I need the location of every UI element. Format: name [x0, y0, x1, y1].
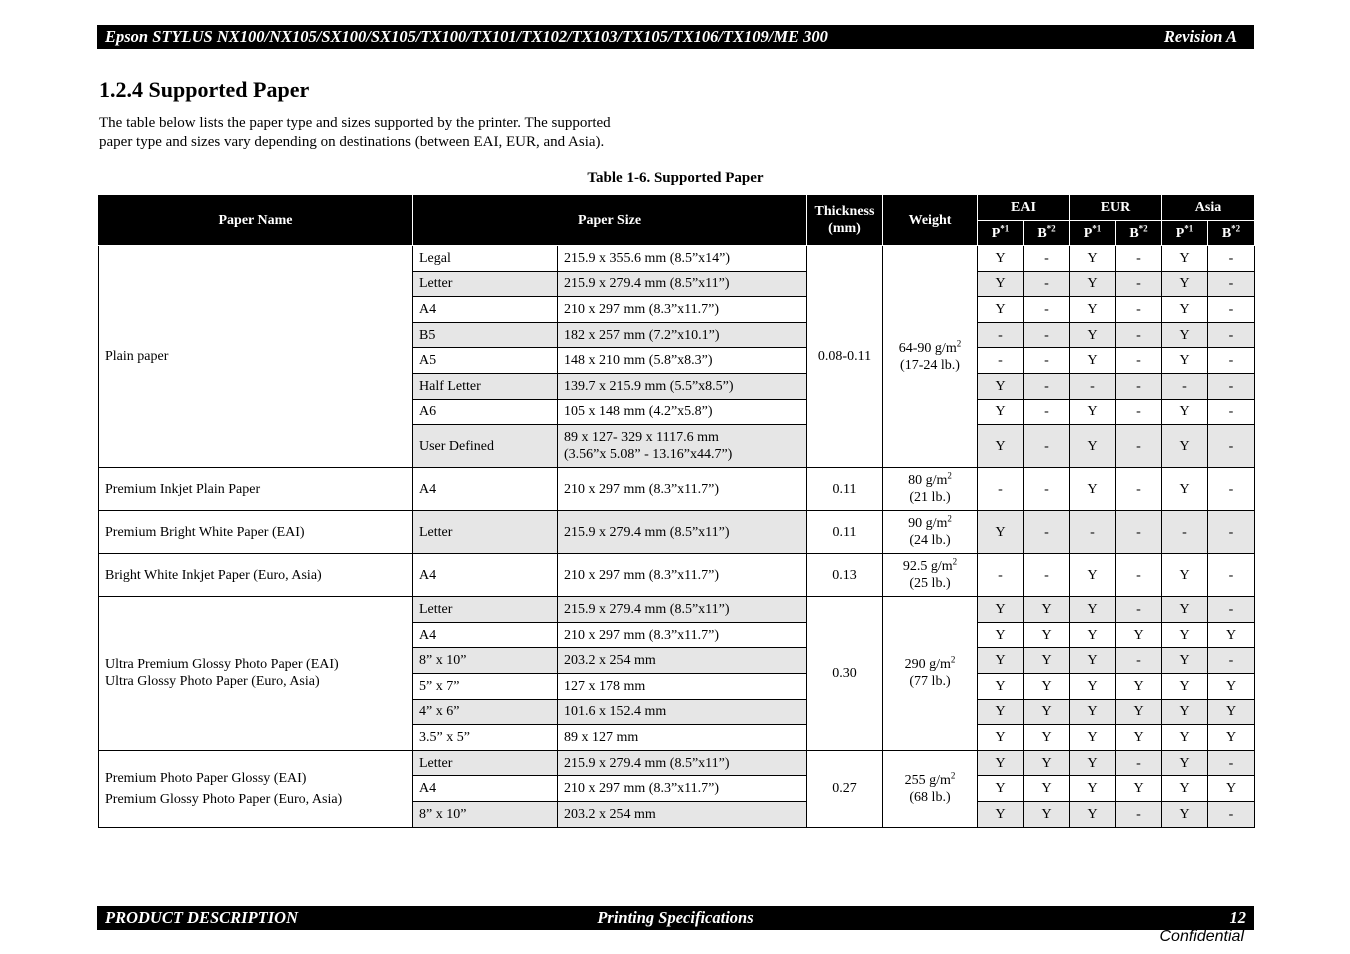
support-flag: - — [1070, 511, 1116, 554]
support-flag: Y — [1208, 725, 1255, 751]
support-flag: Y — [1070, 648, 1116, 674]
support-flag: - — [978, 468, 1024, 511]
col-header-weight: Weight — [883, 195, 978, 246]
dimension-text: 203.2 x 254 mm — [564, 653, 656, 669]
dimension-text: 215.9 x 279.4 mm (8.5”x11”) — [564, 601, 730, 617]
paper-name: Premium Glossy Photo Paper (Euro, Asia) — [105, 791, 343, 807]
support-flag: - — [1116, 399, 1162, 425]
paper-name-cell — [99, 750, 413, 827]
weight-metric: 90 g/m — [908, 516, 948, 532]
support-flag: Y — [1070, 699, 1116, 725]
support-flag: - — [978, 348, 1024, 374]
support-flag: Y — [1162, 348, 1208, 374]
dimension-text: 210 x 297 mm (8.3”x11.7”) — [564, 627, 720, 643]
table-row — [99, 750, 1255, 776]
support-flag: - — [1024, 348, 1070, 374]
paper-size-name: 5” x 7” — [413, 673, 558, 699]
support-flag: - — [1116, 322, 1162, 348]
dimension-text: 210 x 297 mm (8.3”x11.7”) — [564, 481, 720, 497]
weight-metric: 92.5 g/m — [902, 559, 953, 575]
col-header-eai: EAI — [978, 195, 1070, 221]
support-flag: - — [1024, 425, 1070, 468]
support-flag: - — [1024, 554, 1070, 597]
footnote-marker: *2 — [1231, 222, 1241, 233]
support-flag: - — [1208, 348, 1255, 374]
col-header-eur: EUR — [1070, 195, 1162, 221]
paper-size-name: Letter — [413, 750, 558, 776]
support-flag: - — [1208, 373, 1255, 399]
paper-size-name: B5 — [413, 322, 558, 348]
support-flag: Y — [978, 801, 1024, 827]
support-flag: - — [1116, 373, 1162, 399]
header-revision: Revision A — [1163, 27, 1237, 46]
weight-metric: 80 g/m — [908, 473, 948, 489]
section-title: 1.2.4 Supported Paper — [99, 77, 310, 102]
footer-subsection: Printing Specifications — [597, 908, 754, 927]
paper-dimensions — [558, 373, 807, 399]
paper-size-name: 8” x 10” — [413, 648, 558, 674]
paper-size-name: Letter — [413, 271, 558, 297]
paper-dimensions — [558, 271, 807, 297]
paper-dimensions — [558, 648, 807, 674]
paper-dimensions — [558, 425, 807, 468]
paper-size-name: A4 — [413, 776, 558, 802]
support-flag: Y — [1070, 348, 1116, 374]
support-flag: Y — [1070, 468, 1116, 511]
support-flag: Y — [1208, 699, 1255, 725]
support-flag: - — [978, 322, 1024, 348]
support-flag: Y — [1162, 554, 1208, 597]
paper-size-name: 8” x 10” — [413, 801, 558, 827]
support-flag: Y — [1070, 597, 1116, 623]
support-flag: - — [1024, 373, 1070, 399]
intro-line: paper type and sizes vary depending on destinations (between EAI, EUR, and Asia). — [99, 134, 605, 150]
support-flag: - — [1116, 348, 1162, 374]
dimension-text: 89 x 127- 329 x 1117.6 mm — [564, 430, 719, 446]
support-flag: Y — [1116, 776, 1162, 802]
paper-size-name: A6 — [413, 399, 558, 425]
support-flag: - — [1208, 297, 1255, 323]
support-flag: Y — [1162, 468, 1208, 511]
support-flag: Y — [1070, 776, 1116, 802]
support-flag: - — [1116, 597, 1162, 623]
paper-name-cell — [99, 246, 413, 468]
weight-exponent: 2 — [956, 337, 962, 348]
paper-name: Plain paper — [105, 349, 169, 365]
support-flag: Y — [1070, 322, 1116, 348]
sub-header-letter: P — [1175, 225, 1185, 241]
weight-cell — [883, 597, 978, 751]
footer-page-number: 12 — [1229, 908, 1246, 927]
paper-dimensions — [558, 801, 807, 827]
support-flag: Y — [978, 648, 1024, 674]
weight-imperial: (77 lb.) — [909, 674, 951, 690]
support-flag: Y — [1162, 399, 1208, 425]
weight-cell — [883, 468, 978, 511]
support-flag: Y — [978, 425, 1024, 468]
footnote-marker: *1 — [1000, 222, 1010, 233]
weight-exponent: 2 — [947, 513, 952, 524]
thickness-cell: 0.27 — [807, 750, 883, 827]
thickness-cell: 0.11 — [807, 468, 883, 511]
sub-header-letter: B — [1221, 225, 1232, 241]
support-flag: Y — [1024, 597, 1070, 623]
footer-section: PRODUCT DESCRIPTION — [105, 908, 298, 927]
intro-paragraph — [99, 114, 679, 152]
support-flag: Y — [1162, 750, 1208, 776]
support-flag: Y — [978, 597, 1024, 623]
support-flag: - — [1024, 468, 1070, 511]
weight-exponent: 2 — [950, 769, 956, 780]
paper-name: Ultra Glossy Photo Paper (Euro, Asia) — [105, 674, 320, 690]
paper-dimensions — [558, 468, 807, 511]
dimension-text: 210 x 297 mm (8.3”x11.7”) — [564, 781, 720, 797]
paper-dimensions — [558, 322, 807, 348]
support-flag: Y — [1162, 801, 1208, 827]
sub-header-b — [1208, 221, 1255, 246]
dimension-text: 215.9 x 279.4 mm (8.5”x11”) — [564, 276, 730, 292]
table-caption: Table 1-6. Supported Paper — [587, 170, 764, 186]
support-flag: Y — [978, 725, 1024, 751]
paper-size-name: 3.5” x 5” — [413, 725, 558, 751]
weight-imperial: (17-24 lb.) — [900, 357, 960, 373]
support-flag: - — [978, 554, 1024, 597]
support-flag: - — [1024, 271, 1070, 297]
paper-size-name: Letter — [413, 597, 558, 623]
support-flag: Y — [1024, 648, 1070, 674]
paper-name: Premium Inkjet Plain Paper — [105, 481, 261, 497]
dimension-text: 139.7 x 215.9 mm (5.5”x8.5”) — [564, 378, 734, 394]
weight-cell — [883, 554, 978, 597]
header-title: Epson STYLUS NX100/NX105/SX100/SX105/TX100/TX101/TX102/TX103/TX105/TX106/TX109/ME 300 — [105, 27, 828, 46]
dimension-text: 210 x 297 mm (8.3”x11.7”) — [564, 301, 720, 317]
paper-dimensions — [558, 246, 807, 272]
support-flag: Y — [978, 297, 1024, 323]
support-flag: Y — [978, 511, 1024, 554]
footnote-marker: *1 — [1184, 222, 1194, 233]
dimension-text: 215.9 x 279.4 mm (8.5”x11”) — [564, 755, 730, 771]
support-flag: - — [1208, 322, 1255, 348]
support-flag: - — [1208, 554, 1255, 597]
sub-header-letter: B — [1129, 225, 1139, 241]
sub-header-p — [978, 221, 1024, 246]
paper-size-name: A4 — [413, 297, 558, 323]
table-row — [99, 511, 1255, 554]
dimension-text: 148 x 210 mm (5.8”x8.3”) — [564, 353, 713, 369]
support-flag: - — [1208, 468, 1255, 511]
support-flag: - — [1116, 801, 1162, 827]
support-flag: Y — [978, 399, 1024, 425]
support-flag: Y — [978, 699, 1024, 725]
weight-cell — [883, 750, 978, 827]
support-flag: - — [1208, 511, 1255, 554]
support-flag: Y — [1162, 425, 1208, 468]
support-flag: Y — [1162, 699, 1208, 725]
dimension-text: (3.56”x 5.08” - 13.16”x44.7”) — [564, 447, 733, 463]
paper-size-name: A4 — [413, 554, 558, 597]
dimension-text: 127 x 178 mm — [564, 678, 646, 694]
support-flag: - — [1208, 246, 1255, 272]
paper-size-name: Legal — [413, 246, 558, 272]
paper-dimensions — [558, 511, 807, 554]
support-flag: Y — [1162, 246, 1208, 272]
paper-dimensions — [558, 597, 807, 623]
paper-size-name: A4 — [413, 468, 558, 511]
page-header — [97, 25, 1254, 49]
weight-imperial: (25 lb.) — [909, 576, 951, 592]
weight-metric: 64-90 g/m — [898, 340, 957, 356]
footnote-marker: *1 — [1092, 222, 1102, 233]
sub-header-b — [1024, 221, 1070, 246]
paper-size-name: 4” x 6” — [413, 699, 558, 725]
paper-dimensions — [558, 348, 807, 374]
support-flag: Y — [1070, 801, 1116, 827]
sub-header-letter: P — [1083, 225, 1093, 241]
support-flag: - — [1070, 373, 1116, 399]
intro-line: The table below lists the paper type and sizes supported by the printer. The supported — [99, 115, 611, 131]
support-flag: - — [1208, 648, 1255, 674]
support-flag: Y — [1162, 673, 1208, 699]
paper-name-cell — [99, 554, 413, 597]
support-flag: Y — [1070, 425, 1116, 468]
paper-name: Bright White Inkjet Paper (Euro, Asia) — [105, 567, 322, 583]
paper-dimensions — [558, 750, 807, 776]
weight-imperial: (68 lb.) — [909, 789, 951, 805]
dimension-text: 105 x 148 mm (4.2”x5.8”) — [564, 404, 713, 420]
sub-header-b — [1116, 221, 1162, 246]
weight-metric: 255 g/m — [904, 772, 951, 788]
support-flag: - — [1024, 322, 1070, 348]
dimension-text: 203.2 x 254 mm — [564, 806, 656, 822]
weight-cell — [883, 246, 978, 468]
paper-size-name: A4 — [413, 622, 558, 648]
page-footer — [97, 906, 1254, 930]
support-flag: - — [1116, 648, 1162, 674]
support-flag: Y — [1070, 750, 1116, 776]
thickness-label: Thickness — [814, 204, 875, 219]
col-header-paper-size: Paper Size — [413, 195, 807, 246]
support-flag: - — [1162, 511, 1208, 554]
thickness-unit: (mm) — [828, 221, 861, 236]
support-flag: - — [1116, 297, 1162, 323]
support-flag: Y — [978, 776, 1024, 802]
support-flag: Y — [1208, 622, 1255, 648]
weight-metric: 290 g/m — [904, 657, 951, 673]
dimension-text: 215.9 x 279.4 mm (8.5”x11”) — [564, 524, 730, 540]
paper-name: Ultra Premium Glossy Photo Paper (EAI) — [105, 657, 339, 673]
support-flag: - — [1208, 597, 1255, 623]
col-header-asia: Asia — [1162, 195, 1255, 221]
sub-header-letter: B — [1037, 225, 1047, 241]
support-flag: Y — [1162, 597, 1208, 623]
support-flag: Y — [1162, 776, 1208, 802]
support-flag: - — [1116, 554, 1162, 597]
table-row — [99, 468, 1255, 511]
col-header-thickness — [807, 195, 883, 246]
support-flag: Y — [1024, 801, 1070, 827]
support-flag: - — [1116, 271, 1162, 297]
dimension-text: 210 x 297 mm (8.3”x11.7”) — [564, 567, 720, 583]
dimension-text: 101.6 x 152.4 mm — [564, 704, 667, 720]
paper-name: Premium Photo Paper Glossy (EAI) — [105, 770, 307, 786]
support-flag: Y — [1070, 554, 1116, 597]
weight-imperial: (24 lb.) — [909, 533, 951, 549]
weight-cell — [883, 511, 978, 554]
support-flag: - — [1116, 511, 1162, 554]
confidential-label: Confidential — [1159, 928, 1244, 945]
support-flag: Y — [1116, 622, 1162, 648]
support-flag: Y — [1208, 776, 1255, 802]
paper-name-cell — [99, 597, 413, 751]
paper-name-cell — [99, 511, 413, 554]
support-flag: Y — [978, 271, 1024, 297]
support-flag: Y — [1116, 725, 1162, 751]
support-flag: Y — [1070, 297, 1116, 323]
paper-dimensions — [558, 673, 807, 699]
thickness-cell: 0.11 — [807, 511, 883, 554]
weight-imperial: (21 lb.) — [909, 490, 951, 506]
support-flag: Y — [1162, 725, 1208, 751]
support-flag: Y — [978, 673, 1024, 699]
footnote-marker: *2 — [1046, 222, 1056, 233]
support-flag: - — [1208, 801, 1255, 827]
col-header-paper-name: Paper Name — [99, 195, 413, 246]
support-flag: - — [1208, 271, 1255, 297]
support-flag: - — [1208, 750, 1255, 776]
support-flag: Y — [978, 750, 1024, 776]
support-flag: - — [1116, 246, 1162, 272]
support-flag: - — [1116, 425, 1162, 468]
support-flag: Y — [1070, 725, 1116, 751]
paper-size-name: A5 — [413, 348, 558, 374]
support-flag: Y — [1070, 673, 1116, 699]
support-flag: Y — [1070, 399, 1116, 425]
support-flag: Y — [1208, 673, 1255, 699]
support-flag: - — [1208, 399, 1255, 425]
dimension-text: 182 x 257 mm (7.2”x10.1”) — [564, 327, 720, 343]
support-flag: - — [1024, 399, 1070, 425]
weight-exponent: 2 — [947, 470, 952, 481]
support-flag: Y — [978, 622, 1024, 648]
support-flag: Y — [1024, 673, 1070, 699]
sub-header-letter: P — [991, 225, 1001, 241]
support-flag: Y — [1162, 322, 1208, 348]
support-flag: Y — [1162, 271, 1208, 297]
support-flag: Y — [1024, 622, 1070, 648]
dimension-text: 89 x 127 mm — [564, 729, 639, 745]
paper-size-name: Letter — [413, 511, 558, 554]
support-flag: Y — [1162, 297, 1208, 323]
support-flag: Y — [1070, 622, 1116, 648]
paper-size-name: User Defined — [413, 425, 558, 468]
paper-dimensions — [558, 725, 807, 751]
table-row — [99, 554, 1255, 597]
support-flag: - — [1024, 246, 1070, 272]
paper-name: Premium Bright White Paper (EAI) — [105, 524, 305, 540]
support-flag: Y — [1024, 699, 1070, 725]
weight-exponent: 2 — [950, 654, 956, 665]
paper-name-cell — [99, 468, 413, 511]
support-flag: Y — [1024, 725, 1070, 751]
table-body — [99, 246, 1255, 828]
paper-dimensions — [558, 776, 807, 802]
support-flag: - — [1024, 297, 1070, 323]
support-flag: Y — [1024, 776, 1070, 802]
support-flag: Y — [1116, 699, 1162, 725]
table-row — [99, 597, 1255, 623]
support-flag: - — [1024, 511, 1070, 554]
sub-header-p — [1070, 221, 1116, 246]
paper-dimensions — [558, 297, 807, 323]
paper-dimensions — [558, 622, 807, 648]
table-row — [99, 246, 1255, 272]
support-flag: - — [1116, 468, 1162, 511]
paper-dimensions — [558, 399, 807, 425]
paper-dimensions — [558, 699, 807, 725]
paper-size-name: Half Letter — [413, 373, 558, 399]
support-flag: Y — [978, 246, 1024, 272]
support-flag: Y — [978, 373, 1024, 399]
support-flag: Y — [1070, 246, 1116, 272]
dimension-text: 215.9 x 355.6 mm (8.5”x14”) — [564, 250, 731, 266]
weight-exponent: 2 — [952, 556, 958, 567]
thickness-cell: 0.13 — [807, 554, 883, 597]
thickness-cell: 0.30 — [807, 597, 883, 751]
sub-header-p — [1162, 221, 1208, 246]
support-flag: Y — [1024, 750, 1070, 776]
supported-paper-table — [98, 194, 1255, 828]
footnote-marker: *2 — [1138, 222, 1148, 233]
support-flag: - — [1116, 750, 1162, 776]
support-flag: - — [1208, 425, 1255, 468]
support-flag: Y — [1116, 673, 1162, 699]
support-flag: Y — [1162, 622, 1208, 648]
thickness-cell: 0.08-0.11 — [807, 246, 883, 468]
support-flag: - — [1162, 373, 1208, 399]
paper-dimensions — [558, 554, 807, 597]
support-flag: Y — [1070, 271, 1116, 297]
support-flag: Y — [1162, 648, 1208, 674]
